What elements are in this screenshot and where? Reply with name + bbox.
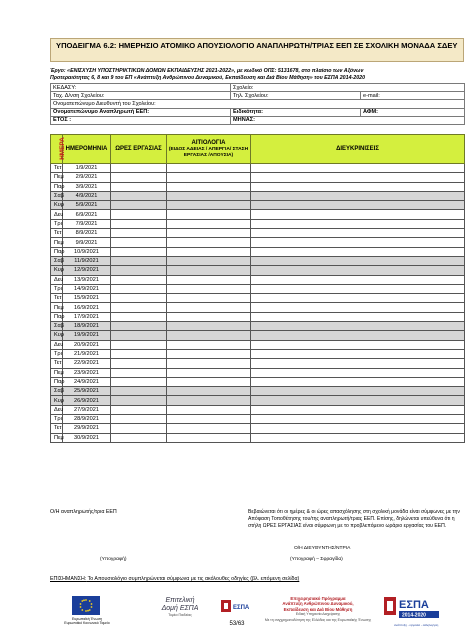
date-cell: 15/9/2021: [63, 294, 111, 303]
reason-cell[interactable]: [167, 219, 251, 228]
espa-tagline: ανάπτυξη - εργασία - αλληλεγγύη: [394, 623, 439, 627]
day-cell: Σαβ: [51, 191, 63, 200]
table-row: [51, 182, 465, 191]
notes-cell[interactable]: [251, 396, 465, 405]
hours-cell[interactable]: [111, 173, 167, 182]
day-cell: Σαβ: [51, 256, 63, 265]
table-row: [51, 368, 465, 377]
table-row: [51, 210, 465, 219]
day-cell: Κυρ: [51, 396, 63, 405]
table-row: [51, 359, 465, 368]
date-cell: 6/9/2021: [63, 210, 111, 219]
table-row: [51, 396, 465, 405]
epitelikh-domh-logo: [150, 597, 210, 617]
column-header-date: ΗΜΕΡΟΜΗΝΙΑ: [63, 135, 111, 164]
kedasy-field[interactable]: ΚΕΔΑΣΥ:: [51, 84, 231, 92]
reason-cell[interactable]: [167, 387, 251, 396]
hours-cell[interactable]: [111, 387, 167, 396]
date-cell: 1/9/2021: [63, 164, 111, 173]
reason-cell[interactable]: [167, 415, 251, 424]
date-cell: 16/9/2021: [63, 303, 111, 312]
project-line-2: Προτεραιότητας 6, 8 και 9 του ΕΠ «Ανάπτυξη Ανθρώπινου Δυναμικού, Εκπαίδευση και Διά Βίου Μάθηση» του ΕΣΠΑ 2014-2020: [50, 75, 366, 82]
date-cell: 19/9/2021: [63, 331, 111, 340]
attendance-table: [50, 134, 465, 443]
project-description: [50, 68, 464, 83]
date-cell: 14/9/2021: [63, 284, 111, 293]
table-row: [51, 219, 465, 228]
table-row: [51, 303, 465, 312]
date-cell: 18/9/2021: [63, 322, 111, 331]
table-row: [51, 405, 465, 414]
date-cell: 17/9/2021: [63, 312, 111, 321]
reason-cell[interactable]: [167, 173, 251, 182]
date-cell: 28/9/2021: [63, 415, 111, 424]
day-cell: Τρι: [51, 219, 63, 228]
date-cell: 23/9/2021: [63, 368, 111, 377]
reason-cell[interactable]: [167, 312, 251, 321]
hours-cell[interactable]: [111, 340, 167, 349]
date-cell: 10/9/2021: [63, 247, 111, 256]
reason-cell[interactable]: [167, 238, 251, 247]
table-row: [51, 256, 465, 265]
table-row: [51, 191, 465, 200]
date-cell: 26/9/2021: [63, 396, 111, 405]
reason-cell[interactable]: [167, 331, 251, 340]
day-cell: Κυρ: [51, 266, 63, 275]
epi-sub: Τομέα Παιδείας: [168, 613, 192, 617]
notes-cell[interactable]: [251, 415, 465, 424]
afm-field[interactable]: ΑΦΜ:: [361, 108, 465, 116]
notes-cell[interactable]: [251, 173, 465, 182]
notes-cell[interactable]: [251, 284, 465, 293]
espa-small-text: ΕΣΠΑ: [233, 605, 250, 611]
notes-cell[interactable]: [251, 219, 465, 228]
reason-cell[interactable]: [167, 164, 251, 173]
table-row: [51, 340, 465, 349]
project-line-1: Έργο: «ΕΝΙΣΧΥΣΗ ΥΠΟΣΤΗΡΙΚΤΙΚΩΝ ΔΟΜΩΝ ΕΚΠΑΙΔΕΥΣΗΣ 2021-2022», με κωδικό ΟΠΣ: 5131678, στο πλαίσιο των Αξόνων: [50, 68, 364, 74]
table-row: [51, 312, 465, 321]
prog-line-3: Εκπαίδευση και Διά Βίου Μάθηση: [283, 606, 353, 612]
day-cell: Δευ: [51, 340, 63, 349]
date-cell: 8/9/2021: [63, 229, 111, 238]
notes-cell[interactable]: [251, 322, 465, 331]
table-row: [51, 238, 465, 247]
hours-cell[interactable]: [111, 424, 167, 433]
table-row: [51, 201, 465, 210]
address-field[interactable]: Ταχ. Δ/νση Σχολείου:: [51, 92, 231, 100]
document-title: ΥΠΟΔΕΙΓΜΑ 6.2: ΗΜΕΡΗΣΙΟ ΑΤΟΜΙΚΟ ΑΠΟΥΣΙΟΛΟΓΙΟ ΑΝΑΠΛΗΡΩΤΗ/ΤΡΙΑΣ ΕΕΠ ΣΕ ΣΧΟΛΙΚΗ ΜΟΝΑΔΑ ΣΔΕΥ: [50, 38, 464, 62]
espa-years-text: 2014-2020: [402, 612, 426, 619]
day-cell: Δευ: [51, 210, 63, 219]
reason-cell[interactable]: [167, 433, 251, 442]
reason-cell[interactable]: [167, 303, 251, 312]
notes-cell[interactable]: [251, 387, 465, 396]
hours-cell[interactable]: [111, 238, 167, 247]
notes-cell[interactable]: [251, 303, 465, 312]
notes-cell[interactable]: [251, 405, 465, 414]
day-cell: Πεμ: [51, 238, 63, 247]
date-cell: 24/9/2021: [63, 377, 111, 386]
notes-cell[interactable]: [251, 229, 465, 238]
reason-cell[interactable]: [167, 247, 251, 256]
date-cell: 4/9/2021: [63, 191, 111, 200]
reason-cell[interactable]: [167, 284, 251, 293]
epi-line-2: Δομή ΕΣΠΑ: [161, 605, 199, 612]
reason-subtitle: (ΕΙΔΟΣ ΑΔΕΙΑΣ / ΑΠΕΡΓΙΑ/ ΣΤΑΣΗ ΕΡΓΑΣΙΑΣ /ΑΠΟΥΣΙΑ): [168, 146, 249, 158]
substitute-signature-label: Ο/Η αναπληρωτής/τρια ΕΕΠ: [50, 509, 117, 515]
day-cell: Τετ: [51, 294, 63, 303]
reason-cell[interactable]: [167, 191, 251, 200]
prog-line-1: Επιχειρησιακό Πρόγραμμα: [290, 596, 346, 601]
date-cell: 9/9/2021: [63, 238, 111, 247]
day-cell: Παρ: [51, 182, 63, 191]
notes-cell[interactable]: [251, 433, 465, 442]
reason-cell[interactable]: [167, 275, 251, 284]
notes-cell[interactable]: [251, 201, 465, 210]
hours-cell[interactable]: [111, 219, 167, 228]
attendance-rows: [51, 164, 465, 443]
notes-cell[interactable]: [251, 256, 465, 265]
table-row: [51, 247, 465, 256]
notes-cell[interactable]: [251, 424, 465, 433]
day-cell: Τετ: [51, 359, 63, 368]
hours-cell[interactable]: [111, 275, 167, 284]
table-row: [51, 173, 465, 182]
column-header-hours: ΩΡΕΣ ΕΡΓΑΣΙΑΣ: [111, 135, 167, 164]
notes-cell[interactable]: [251, 359, 465, 368]
page-number: 53/63: [229, 621, 245, 627]
hours-cell[interactable]: [111, 377, 167, 386]
eu-caption-line: Ευρωπαϊκή Ένωση: [71, 617, 103, 621]
signature-right: (Υπογραφή – Σφραγίδα): [290, 557, 343, 562]
instructions-note: [50, 576, 299, 582]
table-row: [51, 349, 465, 358]
notes-cell[interactable]: [251, 349, 465, 358]
declaration-text: Βεβαιώνεται ότι οι ημέρες & οι ώρες απασχόλησης στη σχολική μονάδα είναι σύμφωνες με την Απόφαση Τοποθέτησης του/της αναπληρωτή/τριας ΕΕΠ. Επίσης, δηλώνεται υπεύθυνα ότι η στήλη ΩΡΕΣ ΕΡΓΑΣΙΑΣ είναι σύμφωνη με το προβλεπόμενο ωράριο εργασίας του ΕΕΠ.: [248, 509, 460, 529]
table-row: [51, 275, 465, 284]
date-cell: 12/9/2021: [63, 266, 111, 275]
espa-big-text: ΕΣΠΑ: [399, 599, 429, 611]
notes-cell[interactable]: [251, 247, 465, 256]
date-cell: 25/9/2021: [63, 387, 111, 396]
day-cell: Πεμ: [51, 303, 63, 312]
date-cell: 30/9/2021: [63, 433, 111, 442]
table-row: [51, 424, 465, 433]
day-cell: Παρ: [51, 312, 63, 321]
day-cell: Τρι: [51, 415, 63, 424]
table-row: [51, 415, 465, 424]
hours-cell[interactable]: [111, 201, 167, 210]
day-cell: Δευ: [51, 275, 63, 284]
notes-cell[interactable]: [251, 331, 465, 340]
hours-cell[interactable]: [111, 312, 167, 321]
school-field[interactable]: Σχολείο:: [231, 84, 465, 92]
table-row: [51, 266, 465, 275]
notes-cell[interactable]: [251, 191, 465, 200]
date-cell: 2/9/2021: [63, 173, 111, 182]
epi-line-1: Επιτελική: [165, 597, 195, 604]
day-cell: Παρ: [51, 377, 63, 386]
substitute-name-field[interactable]: Ονοματεπώνυμο Αναπληρωτή ΕΕΠ:: [51, 108, 231, 116]
espa-2014-2020-logo: [382, 594, 462, 622]
table-row: [51, 164, 465, 173]
reason-cell[interactable]: [167, 396, 251, 405]
hours-cell[interactable]: [111, 256, 167, 265]
date-cell: 3/9/2021: [63, 182, 111, 191]
hours-cell[interactable]: [111, 331, 167, 340]
day-cell: Τετ: [51, 164, 63, 173]
espa-small-logo: [220, 597, 254, 615]
year-field[interactable]: ΕΤΟΣ :: [51, 116, 231, 124]
reason-cell[interactable]: [167, 340, 251, 349]
reason-cell[interactable]: [167, 424, 251, 433]
reason-cell[interactable]: [167, 210, 251, 219]
notes-cell[interactable]: [251, 377, 465, 386]
day-cell: Πεμ: [51, 368, 63, 377]
notes-cell[interactable]: [251, 164, 465, 173]
reason-cell[interactable]: [167, 266, 251, 275]
hours-cell[interactable]: [111, 349, 167, 358]
eu-subcaption-line: Ευρωπαϊκό Κοινωνικό Ταμείο: [64, 621, 110, 625]
date-cell: 11/9/2021: [63, 256, 111, 265]
table-row: [51, 377, 465, 386]
table-row: [51, 322, 465, 331]
specialty-field[interactable]: Ειδικότητα:: [231, 108, 361, 116]
hours-cell[interactable]: [111, 210, 167, 219]
table-row: [51, 331, 465, 340]
hours-cell[interactable]: [111, 368, 167, 377]
day-cell: Παρ: [51, 247, 63, 256]
notes-cell[interactable]: [251, 294, 465, 303]
table-row: [51, 294, 465, 303]
prog-line-4: Ειδική Υπηρεσία Διαχείρισης: [295, 612, 341, 617]
day-cell: Σαβ: [51, 387, 63, 396]
notes-cell[interactable]: [251, 275, 465, 284]
hours-cell[interactable]: [111, 247, 167, 256]
reason-cell[interactable]: [167, 377, 251, 386]
notes-cell[interactable]: [251, 340, 465, 349]
hours-cell[interactable]: [111, 405, 167, 414]
notes-cell[interactable]: [251, 312, 465, 321]
reason-cell[interactable]: [167, 229, 251, 238]
reason-cell[interactable]: [167, 368, 251, 377]
day-cell: Κυρ: [51, 201, 63, 210]
table-row: [51, 387, 465, 396]
reason-cell[interactable]: [167, 294, 251, 303]
day-cell: Κυρ: [51, 331, 63, 340]
eu-stars-icon: [72, 596, 100, 615]
day-cell: Τρι: [51, 284, 63, 293]
date-cell: 21/9/2021: [63, 349, 111, 358]
table-row: [51, 284, 465, 293]
reason-cell[interactable]: [167, 201, 251, 210]
reason-cell[interactable]: [167, 349, 251, 358]
day-cell: Τετ: [51, 229, 63, 238]
prog-line-2: Ανάπτυξη Ανθρώπινου Δυναμικού,: [282, 601, 354, 607]
day-cell: Σαβ: [51, 322, 63, 331]
note-label: ΕΠΙΣΗΜΑΝΣΗ:: [50, 576, 87, 582]
reason-cell[interactable]: [167, 405, 251, 414]
date-cell: 20/9/2021: [63, 340, 111, 349]
hours-cell[interactable]: [111, 415, 167, 424]
date-cell: 29/9/2021: [63, 424, 111, 433]
reason-cell[interactable]: [167, 322, 251, 331]
note-text: Το Απουσιολόγιο συμπληρώνεται σύμφωνα με τις ακόλουθες οδηγίες (βλ. επόμενη σελίδα): [86, 576, 300, 582]
notes-cell[interactable]: [251, 238, 465, 247]
operational-programme-logo: [258, 596, 378, 623]
hours-cell[interactable]: [111, 191, 167, 200]
eu-flag-logo: [72, 596, 100, 615]
hours-cell[interactable]: [111, 303, 167, 312]
day-cell: Πεμ: [51, 433, 63, 442]
date-cell: 27/9/2021: [63, 405, 111, 414]
table-row: [51, 229, 465, 238]
day-cell: Δευ: [51, 405, 63, 414]
day-cell: Τρι: [51, 349, 63, 358]
day-cell: Πεμ: [51, 173, 63, 182]
notes-cell[interactable]: [251, 368, 465, 377]
hours-cell[interactable]: [111, 359, 167, 368]
prog-line-5: Με τη συγχρηματοδότηση της Ελλάδας και της Ευρωπαϊκής Ένωσης: [264, 617, 372, 622]
date-cell: 5/9/2021: [63, 201, 111, 210]
reason-title: ΑΙΤΙΟΛΟΓΙΑ: [191, 139, 226, 146]
table-row: [51, 433, 465, 442]
column-header-reason: [167, 135, 251, 164]
hours-cell[interactable]: [111, 229, 167, 238]
hours-cell[interactable]: [111, 433, 167, 442]
email-field[interactable]: e-mail:: [361, 92, 465, 100]
date-cell: 7/9/2021: [63, 219, 111, 228]
signature-left: (Υπογραφή): [100, 557, 127, 562]
date-cell: 22/9/2021: [63, 359, 111, 368]
reason-cell[interactable]: [167, 359, 251, 368]
day-cell: Τετ: [51, 424, 63, 433]
header-info-table: [50, 83, 465, 125]
reason-cell[interactable]: [167, 182, 251, 191]
notes-cell[interactable]: [251, 182, 465, 191]
hours-cell[interactable]: [111, 266, 167, 275]
director-name-field[interactable]: Ονοματεπώνυμο Διευθυντή του Σχολείου:: [51, 100, 465, 108]
hours-cell[interactable]: [111, 284, 167, 293]
hours-cell[interactable]: [111, 182, 167, 191]
hours-cell[interactable]: [111, 164, 167, 173]
column-header-notes: ΔΙΕΥΚΡΙΝΙΣΕΙΣ: [251, 135, 465, 164]
hours-cell[interactable]: [111, 294, 167, 303]
reason-cell[interactable]: [167, 256, 251, 265]
hours-cell[interactable]: [111, 396, 167, 405]
notes-cell[interactable]: [251, 210, 465, 219]
hours-cell[interactable]: [111, 322, 167, 331]
date-cell: 13/9/2021: [63, 275, 111, 284]
notes-cell[interactable]: [251, 266, 465, 275]
month-field[interactable]: ΜΗΝΑΣ:: [231, 116, 465, 124]
director-label: Ο/Η ΔΙΕΥΘΥΝΤΗΣ/ΝΤΡΙΑ: [294, 546, 351, 551]
phone-field[interactable]: Τηλ. Σχολείου:: [231, 92, 361, 100]
column-header-day: ΗΜΕΡΑ: [51, 135, 63, 164]
